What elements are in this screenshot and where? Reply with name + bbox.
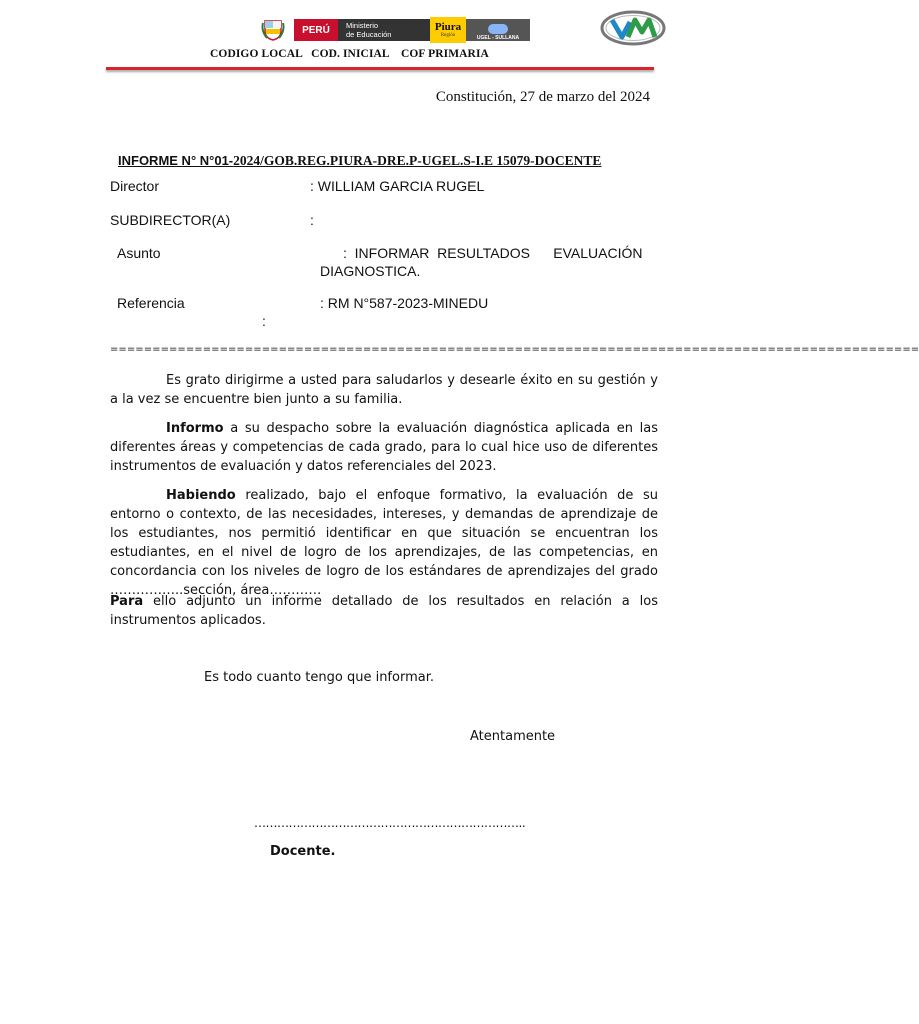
ugel-emblem-icon [488,24,508,34]
referencia-value: : RM N°587-2023-MINEDU [320,295,489,311]
signer-title: Docente. [270,844,336,859]
ministry-logo [338,19,430,41]
closing-line: Es todo cuanto tengo que informar. [204,670,434,685]
peru-label: PERÚ [302,24,330,36]
paragraph-habiendo-text: realizado, bajo el enfoque formativo, la evaluación de su entorno o contexto, de las necesidades, intereses, y demandas de aprendizaje de los estudiantes, nos permitió identificar en que situación se encuentran los estudiantes, en el nivel de logro de los aprendizajes, de las competencias, en concordancia con los niveles de logro de los estándares de aprendizajes del grado ……………..sección, área………… [110,488,658,598]
paragraph-informo-text: a su despacho sobre la evaluación diagnóstica aplicada en las diferentes áreas y competencias de cada grado, para lo cual hice uso de diferentes instrumentos de evaluación y datos referenciales del 2023. [110,421,658,474]
report-title-prefix: INFORME N° N°01- [118,153,234,168]
ugel-label: UGEL - SULLANA [476,35,520,41]
referencia-label: Referencia [117,295,185,311]
peru-logo [294,19,338,41]
asunto-value-cont: DIAGNOSTICA. [320,263,421,279]
ministry-line2: de Educación [346,30,392,39]
header-divider [106,67,654,70]
document-date: Constitución, 27 de marzo del 2024 [435,89,650,105]
signature-line: …………………………………………………………….. [254,816,526,830]
piura-region-logo [430,17,466,43]
paragraph-para-text: ello adjunto un informe detallado de los resultados en relación a los instrumentos aplicados. [110,594,658,628]
separator-line: ================================================================================================ [110,344,919,355]
ugel-logo [466,19,530,41]
asunto-value: : INFORMAR RESULTADOS EVALUACIÓN [343,245,643,261]
ministry-line1: Ministerio [346,21,379,30]
vm-logo-icon [600,10,666,46]
asunto-label: Asunto [117,245,161,261]
subdirector-label: SUBDIRECTOR(A) [110,212,231,228]
peru-coat-of-arms-icon [260,18,286,42]
paragraph-informo-lead: Informo [166,421,224,436]
director-label: Director [110,178,160,194]
report-title [118,153,601,169]
report-title-suffix: 2024/GOB.REG.PIURA-DRE.P-UGEL.S-I.E 15079-DOCENTE [233,153,602,168]
paragraph-greeting [110,371,658,409]
paragraph-para [110,592,658,630]
subdirector-value: : [310,212,314,228]
paragraph-greeting-text: Es grato dirigirme a usted para saludarlos y desearle éxito en su gestión y a la vez se encuentre bien junto a su familia. [110,373,658,407]
paragraph-habiendo [110,486,658,600]
school-codes-line: CODIGO LOCAL COD. INICIAL COF PRIMARIA [210,48,489,60]
director-value: : WILLIAM GARCIA RUGEL [310,178,485,194]
paragraph-para-lead: Para [110,594,144,609]
institution-logos [260,18,530,42]
piura-sub-label: Región [440,32,456,38]
paragraph-informo [110,419,658,476]
piura-label: Piura [434,20,462,33]
regards-line: Atentamente [470,729,556,744]
referencia-colon: : [262,313,266,329]
paragraph-habiendo-lead: Habiendo [166,488,236,503]
